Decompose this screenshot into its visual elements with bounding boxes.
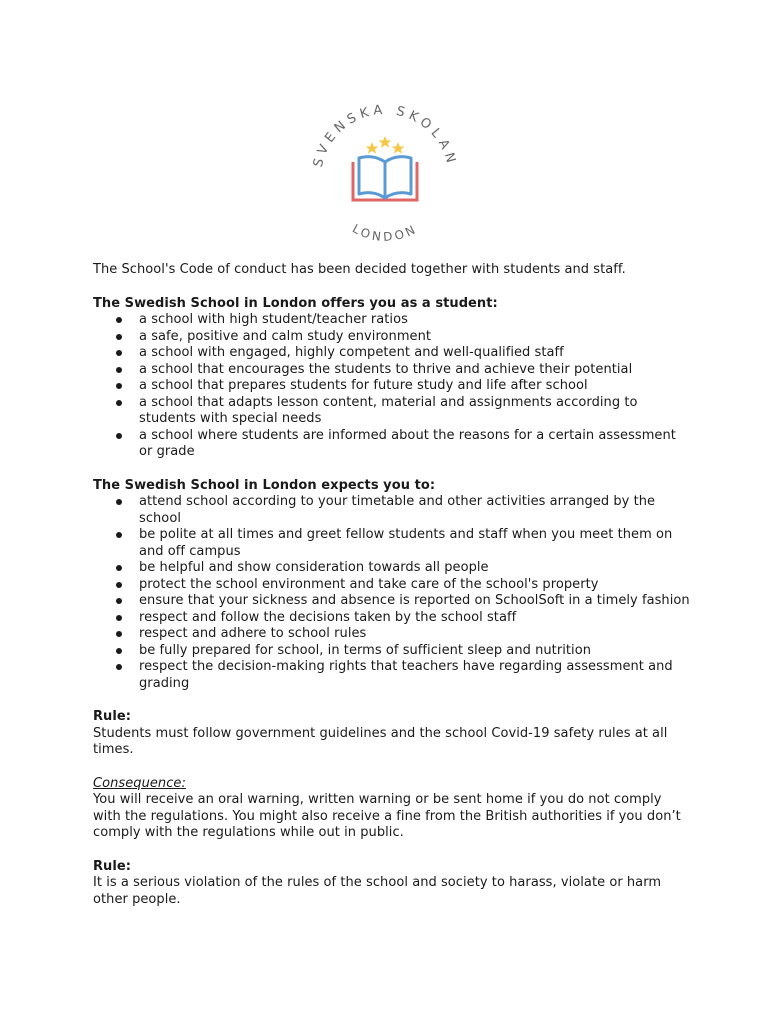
consequence-label: Consequence: [93,775,186,791]
open-book-icon [353,157,417,200]
list-item: a school with high student/teacher ratios [93,312,693,329]
list-item: respect and adhere to school rules [93,626,693,643]
spacer [93,692,693,709]
rule-label: Rule: [93,709,131,724]
rule-text: It is a serious violation of the rules of the school and society to harass, violate or harm other people. [93,875,662,907]
consequence-text: You will receive an oral warning, written warning or be sent home if you do not comply with the regulations. You might also receive a fine from the British authorities if you don’t comply with the regulations while out in public. [93,792,681,840]
list-item: a school where students are informed about the reasons for a certain assessment or grade [93,428,693,461]
list-item: respect the decision-making rights that teachers have regarding assessment and grading [93,659,693,692]
spacer [93,759,693,776]
list-item: be polite at all times and greet fellow students and staff when you meet them on and off campus [93,527,693,560]
list-item: a school with engaged, highly competent and well-qualified staff [93,345,693,362]
offers-list [93,312,693,461]
list-item: ensure that your sickness and absence is reported on SchoolSoft in a timely fashion [93,593,693,610]
list-item: a school that encourages the students to thrive and achieve their potential [93,362,693,379]
school-logo [305,100,465,250]
list-item: attend school according to your timetable and other activities arranged by the school [93,494,693,527]
star-icon [366,136,405,154]
spacer [93,461,693,478]
intro-text: The School's Code of conduct has been decided together with students and staff. [93,262,626,277]
logo-top-text: SVENSKA SKOLAN [310,102,460,169]
document-body [93,262,693,908]
list-item: protect the school environment and take care of the school's property [93,577,693,594]
list-item: a school that adapts lesson content, material and assignments according to students with special needs [93,395,693,428]
list-item: respect and follow the decisions taken by the school staff [93,610,693,627]
rule-label: Rule: [93,858,131,874]
list-item: a safe, positive and calm study environment [93,329,693,346]
expects-heading: The Swedish School in London expects you to: [93,477,436,493]
list-item: a school that prepares students for future study and life after school [93,378,693,395]
logo-bottom-text: LONDON [350,221,420,245]
offers-heading: The Swedish School in London offers you as a student: [93,295,498,311]
list-item: be fully prepared for school, in terms of sufficient sleep and nutrition [93,643,693,660]
expects-list [93,494,693,692]
rule-text: Students must follow government guidelines and the school Covid-19 safety rules at all times. [93,725,668,757]
spacer [93,842,693,859]
list-item: be helpful and show consideration towards all people [93,560,693,577]
